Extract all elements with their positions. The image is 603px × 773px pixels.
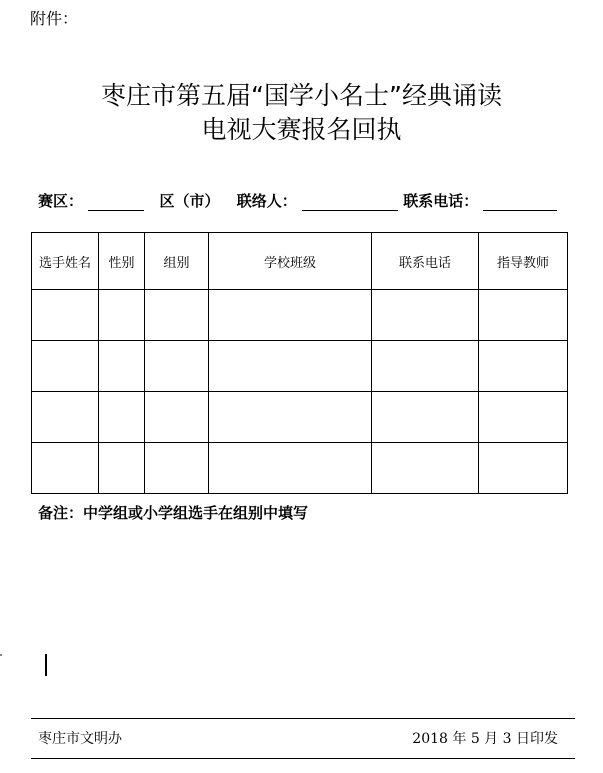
table-cell[interactable] (99, 341, 145, 392)
table-cell[interactable] (32, 341, 99, 392)
remark-note: 备注：中学组或小学组选手在组别中填写 (38, 504, 309, 522)
table-header-row (32, 233, 568, 290)
header-instructor: 指导教师 (479, 233, 568, 290)
registration-table (31, 232, 568, 494)
table-cell[interactable] (99, 392, 145, 443)
table-cell[interactable] (372, 341, 479, 392)
table-cell[interactable] (32, 392, 99, 443)
table-cell[interactable] (372, 443, 479, 494)
attachment-label: 附件： (30, 9, 79, 28)
table-cell[interactable] (145, 341, 209, 392)
table-cell[interactable] (99, 290, 145, 341)
table-row (32, 392, 568, 443)
footer-rule-bottom (31, 758, 575, 759)
table-cell[interactable] (209, 290, 372, 341)
district-label: 区（市） (159, 192, 220, 210)
header-group: 组别 (145, 233, 209, 290)
table-cell[interactable] (209, 443, 372, 494)
region-label: 赛区： (38, 192, 84, 210)
table-cell[interactable] (372, 290, 479, 341)
table-cell[interactable] (372, 392, 479, 443)
table-cell[interactable] (145, 290, 209, 341)
table-cell[interactable] (209, 392, 372, 443)
table-cell[interactable] (479, 443, 568, 494)
header-contestant-name: 选手姓名 (32, 233, 99, 290)
table-cell[interactable] (145, 392, 209, 443)
title-line-1: 枣庄市第五届“国学小名士”经典诵读 (101, 81, 502, 110)
margin-mark (0, 654, 2, 656)
text-cursor (45, 654, 47, 676)
region-blank[interactable] (88, 194, 144, 211)
header-contact-phone: 联系电话 (372, 233, 479, 290)
table-cell[interactable] (479, 290, 568, 341)
table-row (32, 290, 568, 341)
info-row (38, 190, 557, 211)
table-cell[interactable] (479, 392, 568, 443)
table-row (32, 341, 568, 392)
footer-date: 2018 年 5 月 3 日印发 (412, 731, 558, 747)
table-row (32, 443, 568, 494)
phone-label: 联系电话： (403, 192, 479, 210)
phone-blank[interactable] (483, 194, 557, 211)
table-cell[interactable] (99, 443, 145, 494)
table-cell[interactable] (32, 290, 99, 341)
header-school-class: 学校班级 (209, 233, 372, 290)
contact-label: 联络人： (236, 192, 297, 210)
table-cell[interactable] (145, 443, 209, 494)
footer-rule-top (31, 718, 575, 719)
table-cell[interactable] (209, 341, 372, 392)
table-cell[interactable] (479, 341, 568, 392)
header-gender: 性别 (99, 233, 145, 290)
footer-issuer: 枣庄市文明办 (38, 731, 122, 747)
contact-blank[interactable] (302, 194, 398, 211)
table-cell[interactable] (32, 443, 99, 494)
title-line-2: 电视大赛报名回执 (201, 115, 402, 144)
